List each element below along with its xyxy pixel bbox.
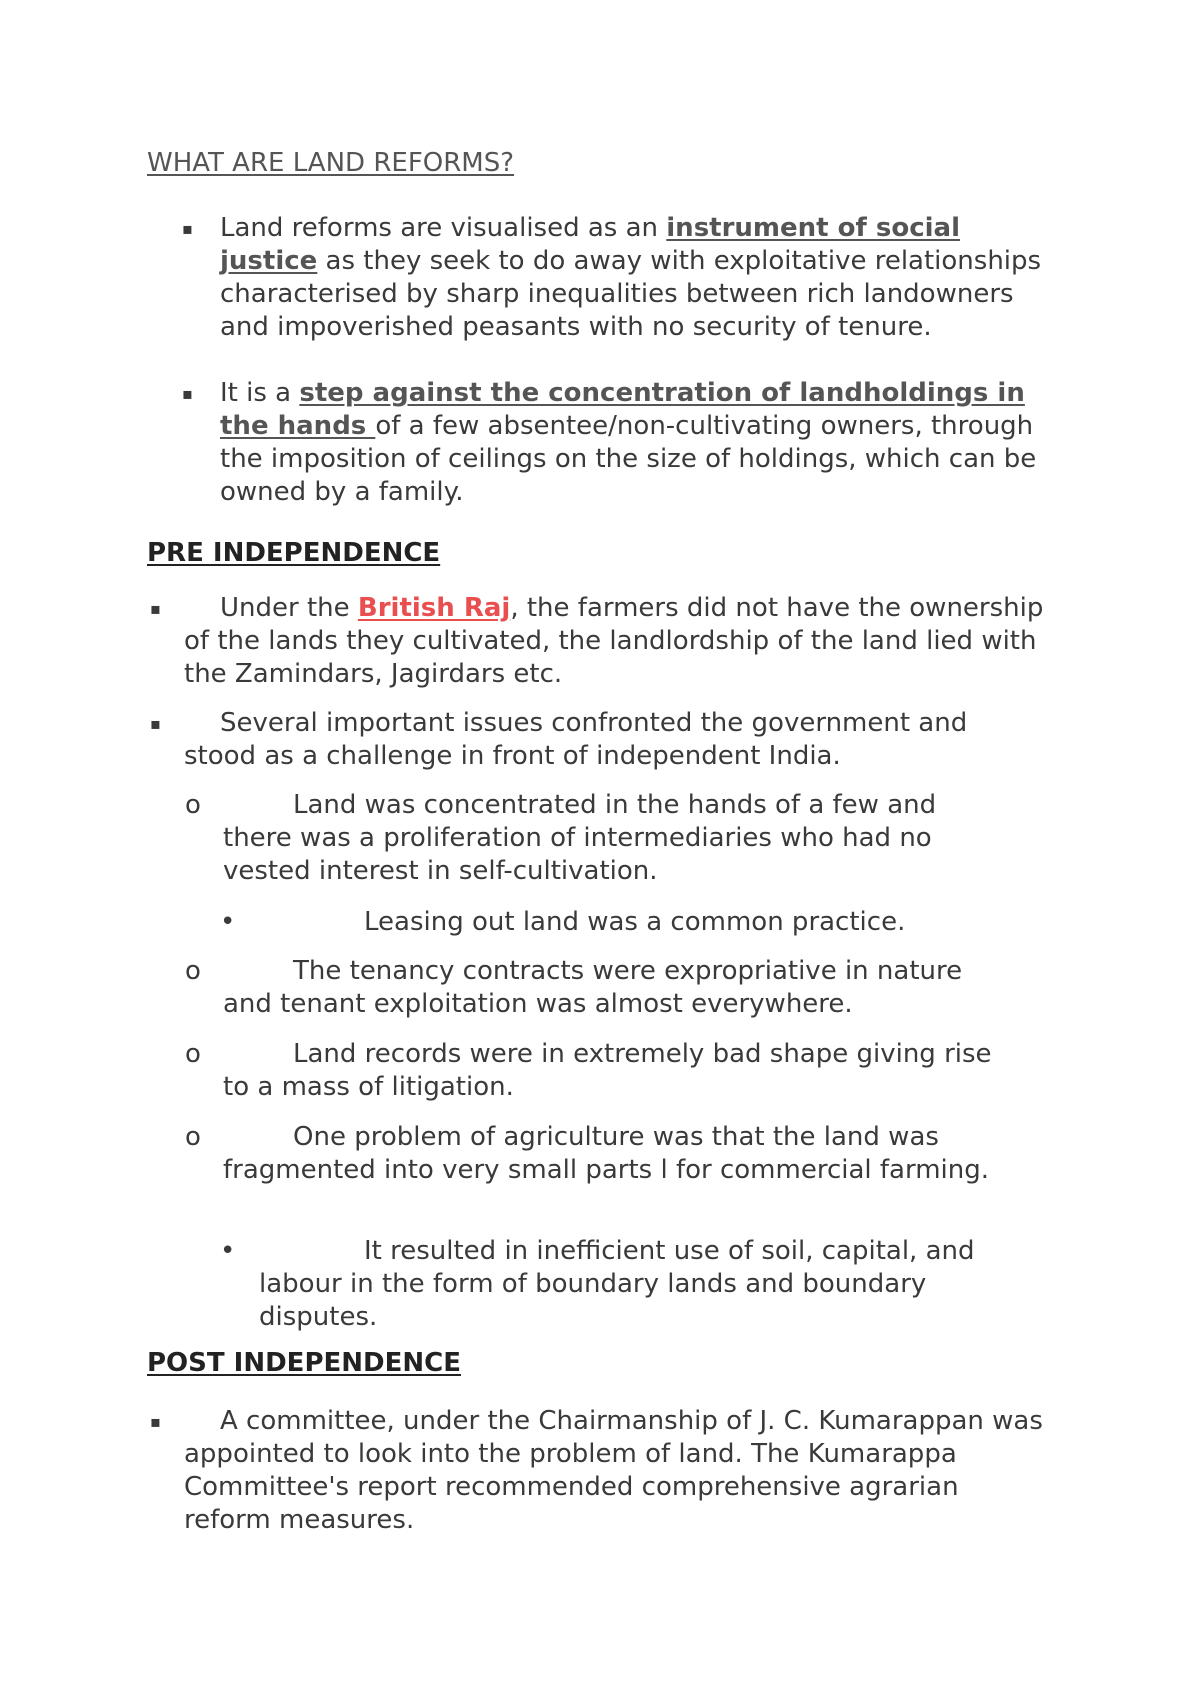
circle-bullet-icon: o [185, 956, 201, 986]
square-bullet-icon: ▪ [150, 599, 161, 618]
paragraph-text: Land was concentrated in the hands of a few and there was a proliferation of intermediaries who had no vested interest in self-cultivation. [223, 790, 937, 886]
paragraph-text: Leasing out land was a common practice. [364, 907, 906, 937]
heading-what-are-land-reforms: WHAT ARE LAND REFORMS? [147, 148, 515, 178]
square-bullet-icon: ▪ [150, 714, 161, 733]
emphasis-landholdings: step against the concentration of landholdings in the hands [220, 378, 1025, 441]
paragraph-text: Land records were in extremely bad shape giving rise to a mass of litigation. [223, 1039, 992, 1102]
square-bullet-icon: ▪ [182, 219, 193, 238]
heading-post-independence: POST INDEPENDENCE [147, 1348, 461, 1378]
dot-bullet-icon: • [220, 1236, 236, 1266]
circle-bullet-icon: o [185, 1122, 201, 1152]
circle-bullet-icon: o [185, 1039, 201, 1069]
paragraph-text: Several important issues confronted the government and stood as a challenge in front of independent India. [184, 708, 968, 771]
paragraph-text: Land reforms are visualised as an instrument of social justice as they seek to do away with exploitative relationships characterised by sharp inequalities between rich landowners and impoverished peasants with no security of tenure. [220, 213, 1042, 342]
circle-bullet-icon: o [185, 790, 201, 820]
paragraph-text: Under the British Raj, the farmers did not have the ownership of the lands they cultivated, the landlordship of the land lied with the Zamindars, Jagirdars etc. [184, 593, 1044, 689]
paragraph-text: A committee, under the Chairmanship of J. C. Kumarappan was appointed to look into the problem of land. The Kumarappa Committee's report recommended comprehensive agrarian reform measures. [184, 1406, 1043, 1535]
paragraph-text: The tenancy contracts were expropriative in nature and tenant exploitation was almost everywhere. [223, 956, 963, 1019]
heading-pre-independence: PRE INDEPENDENCE [147, 538, 441, 568]
dot-bullet-icon: • [220, 907, 236, 937]
paragraph-text: It is a step against the concentration of landholdings in the hands of a few absentee/non-cultivating owners, through the imposition of ceilings on the size of holdings, which can be owned by a family. [220, 378, 1037, 507]
paragraph-text: One problem of agriculture was that the land was fragmented into very small parts l for commercial farming. [223, 1122, 990, 1185]
square-bullet-icon: ▪ [182, 384, 193, 403]
square-bullet-icon: ▪ [150, 1412, 161, 1431]
paragraph-text: It resulted in inefficient use of soil, capital, and labour in the form of boundary lands and boundary disputes. [259, 1236, 975, 1332]
emphasis-social-justice: instrument of social justice [220, 213, 960, 276]
emphasis-british-raj: British Raj [357, 593, 511, 623]
